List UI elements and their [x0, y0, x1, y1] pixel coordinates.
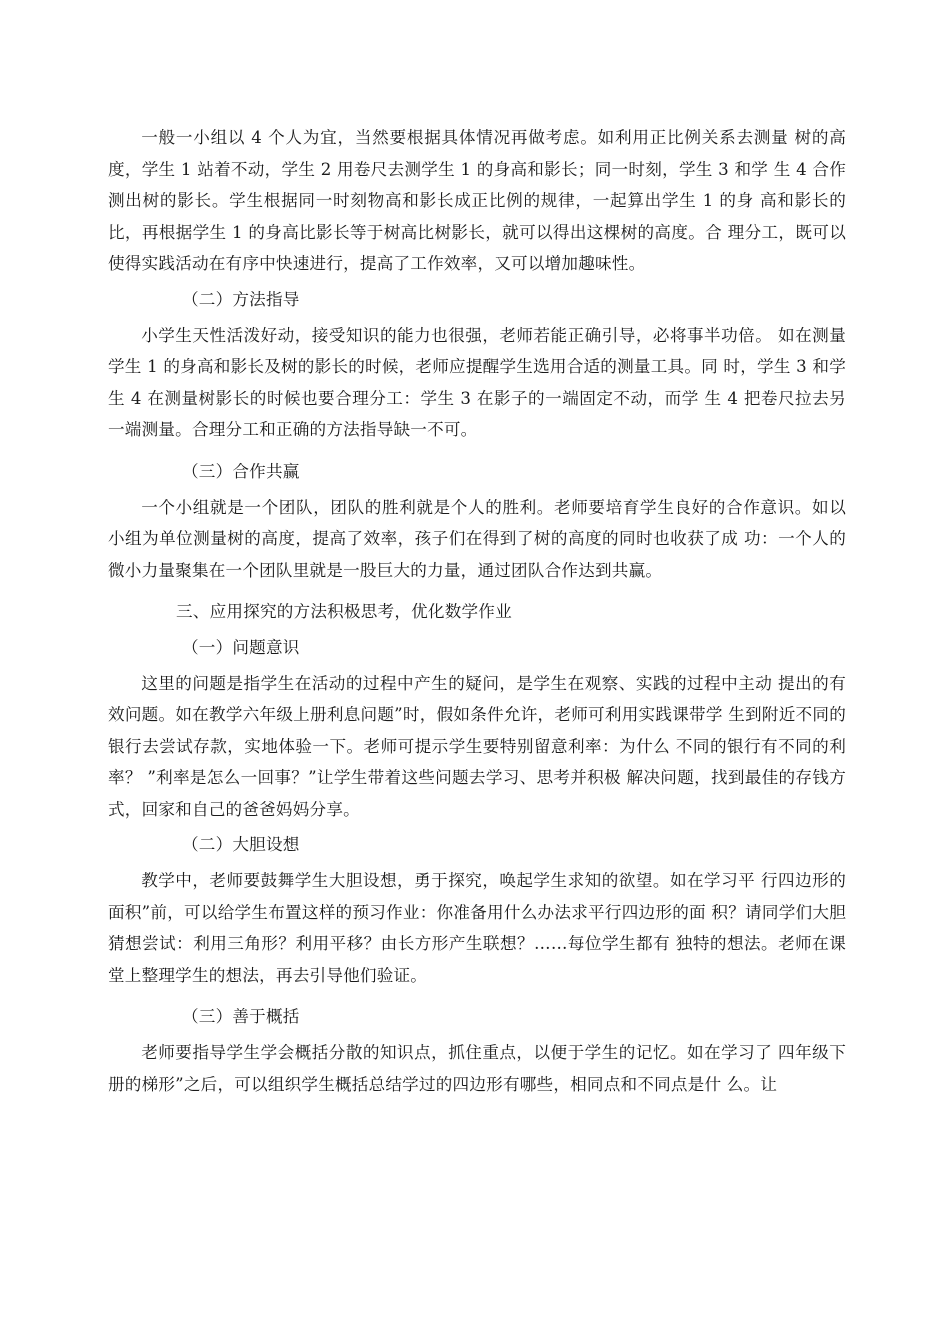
paragraph-problem-awareness: 这里的问题是指学生在活动的过程中产生的疑问，是学生在观察、实践的过程中主动 提出的有效问题。如在教学六年级上册利息问题”时，假如条件允许，老师可利用实践课带学 生到附近不同的银行去尝试存款，实地体验一下。老师可提示学生要特别留意利率：为什么 不同的银行有不同的利率？ ”利率是怎么一回事？”让学生带着这些问题去学习、思考并积极 解决问题，找到最佳的存钱方式，回家和自己的爸爸妈妈分享。 — [108, 673, 846, 819]
paragraph-cooperation: 一个小组就是一个团队，团队的胜利就是个人的胜利。老师要培育学生良好的合作意识。如以小组为单位测量树的高度，提高了效率，孩子们在得到了树的高度的同时也收获了成 功：一个人的微小力量聚集在一个团队里就是一股巨大的力量，通过团队合作达到共赢。 — [108, 497, 846, 580]
subheading-summarizing: （三）善于概括 — [182, 1007, 300, 1027]
subheading-problem-awareness: （一）问题意识 — [182, 637, 300, 657]
paragraph-summarizing: 老师要指导学生学会概括分散的知识点，抓住重点，以便于学生的记忆。如在学习了 四年级下册的梯形”之后，可以组织学生概括总结学过的四边形有哪些，相同点和不同点是什 么。让 — [108, 1043, 846, 1094]
subheading-bold-hypothesis: （二）大胆设想 — [182, 835, 300, 855]
paragraph-group-size: 一般一小组以 4 个人为宜，当然要根据具体情况再做考虑。如利用正比例关系去测量 树的高度，学生 1 站着不动，学生 2 用卷尺去测学生 1 的身高和影长；同一时刻，学生 3 和学 生 4 合作测出树的影长。学生根据同一时刻物高和影长成正比例的规律，一起算出学生 1 的身 高和影长的比，再根据学生 1 的身高比影长等于树高比树影长，就可以得出这棵树的高度。合 理分工，既可以使得实践活动在有序中快速进行，提高了工作效率，又可以增加趣味性。 — [108, 128, 846, 274]
section-heading-three: 三、应用探究的方法积极思考，优化数学作业 — [176, 602, 512, 622]
document-body — [108, 122, 846, 1100]
paragraph-bold-hypothesis: 教学中，老师要鼓舞学生大胆设想，勇于探究，唤起学生求知的欲望。如在学习平 行四边形的面积”前，可以给学生布置这样的预习作业：你准备用什么办法求平行四边形的面 积？请同学们大胆猜想尝试：利用三角形？利用平移？由长方形产生联想？……每位学生都有 独特的想法。老师在课堂上整理学生的想法，再去引导他们验证。 — [108, 871, 846, 985]
paragraph-method-guidance: 小学生天性活泼好动，接受知识的能力也很强，老师若能正确引导，必将事半功倍。 如在测量学生 1 的身高和影长及树的影长的时候，老师应提醒学生选用合适的测量工具。同 时，学生 3 和学生 4 在测量树影长的时候也要合理分工：学生 3 在影子的一端固定不动，而学 生 4 把卷尺拉去另一端测量。合理分工和正确的方法指导缺一不可。 — [108, 325, 846, 440]
subheading-method-guidance: （二）方法指导 — [182, 289, 300, 309]
subheading-cooperation: （三）合作共赢 — [182, 461, 300, 481]
